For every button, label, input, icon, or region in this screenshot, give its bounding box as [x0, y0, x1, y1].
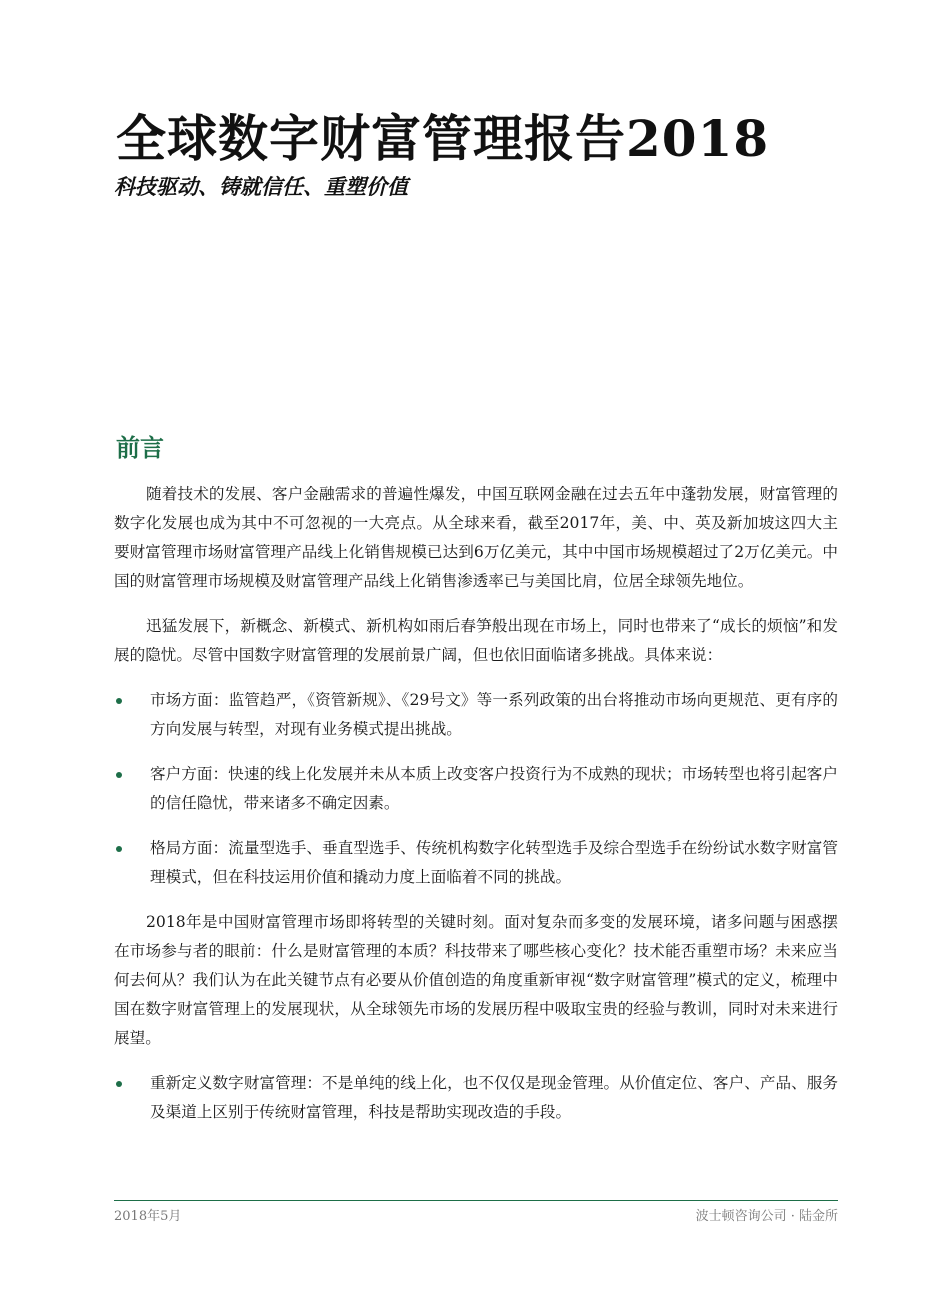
- paragraph: 迅猛发展下，新概念、新模式、新机构如雨后春笋般出现在市场上，同时也带来了“成长的烦恼”和发展的隐忧。尽管中国数字财富管理的发展前景广阔，但也依旧面临诸多挑战。具体来说：: [114, 617, 838, 664]
- findings-list: [114, 1069, 838, 1127]
- challenges-list: [114, 686, 838, 892]
- paragraph: 随着技术的发展、客户金融需求的普遍性爆发，中国互联网金融在过去五年中蓬勃发展，财富管理的数字化发展也成为其中不可忽视的一大亮点。从全球来看，截至2017年，美、中、英及新加坡这四大主要财富管理市场财富管理产品线上化销售规模已达到6万亿美元，其中中国市场规模超过了2万亿美元。中国的财富管理市场规模及财富管理产品线上化销售渗透率已与美国比肩，位居全球领先地位。: [114, 485, 838, 590]
- footer-publisher: 波士顿咨询公司 · 陆金所: [695, 1209, 838, 1224]
- list-item-text: 市场方面：监管趋严，《资管新规》、《29号文》等一系列政策的出台将推动市场向更规范、更有序的方向发展与转型，对现有业务模式提出挑战。: [150, 691, 838, 738]
- bullet-icon: [116, 846, 122, 852]
- list-item: [114, 1069, 838, 1127]
- list-item-text: 格局方面：流量型选手、垂直型选手、传统机构数字化转型选手及综合型选手在纷纷试水数字财富管理模式，但在科技运用价值和撬动力度上面临着不同的挑战。: [150, 839, 838, 886]
- report-subtitle: 科技驱动、铸就信任、重塑价值: [114, 174, 408, 199]
- preface-body: [114, 480, 838, 1127]
- footer-date: 2018年5月: [114, 1209, 182, 1224]
- bullet-icon: [116, 772, 122, 778]
- paragraph: 2018年是中国财富管理市场即将转型的关键时刻。面对复杂而多变的发展环境，诸多问题与困惑摆在市场参与者的眼前：什么是财富管理的本质？科技带来了哪些核心变化？技术能否重塑市场？未来应当何去何从？我们认为在此关键节点有必要从价值创造的角度重新审视“数字财富管理”模式的定义，梳理中国在数字财富管理上的发展现状，从全球领先市场的发展历程中吸取宝贵的经验与教训，同时对未来进行展望。: [114, 913, 838, 1047]
- list-item: [114, 834, 838, 892]
- list-item: [114, 686, 838, 744]
- list-item: [114, 760, 838, 818]
- footer-divider: [114, 1200, 838, 1201]
- report-title: 全球数字财富管理报告2018: [116, 109, 770, 168]
- bullet-icon: [116, 698, 122, 704]
- list-item-text: 客户方面：快速的线上化发展并未从本质上改变客户投资行为不成熟的现状；市场转型也将引起客户的信任隐忧，带来诸多不确定因素。: [150, 765, 838, 812]
- bullet-icon: [116, 1081, 122, 1087]
- list-item-text: 重新定义数字财富管理：不是单纯的线上化，也不仅仅是现金管理。从价值定位、客户、产品、服务及渠道上区别于传统财富管理，科技是帮助实现改造的手段。: [150, 1074, 838, 1121]
- section-heading-preface: 前言: [116, 433, 164, 462]
